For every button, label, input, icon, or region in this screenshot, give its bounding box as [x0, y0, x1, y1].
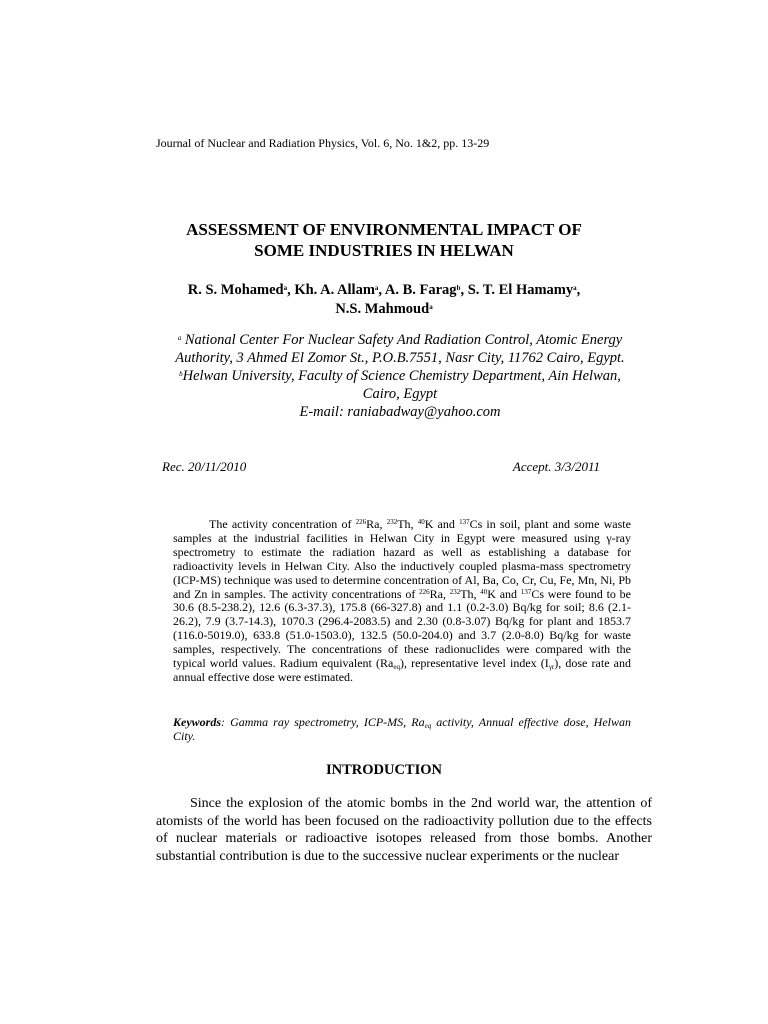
keywords: Keywords: Gamma ray spectrometry, ICP-MS, $Ra_{eq}$ activity, Annual effective dose, Helwan City. — [173, 715, 631, 743]
author-name: R. S. Mohamed — [187, 282, 284, 298]
received-date: Rec. 20/11/2010 — [162, 459, 247, 474]
author-list — [110, 281, 658, 319]
title-line-1: ASSESSMENT OF ENVIRONMENTAL IMPACT OF — [186, 220, 582, 239]
author-affiliation-mark: a — [573, 284, 577, 292]
author-name: Kh. A. Allam — [294, 282, 375, 298]
author-name: A. B. Farag — [384, 282, 457, 298]
affiliation-b-mark: b — [179, 370, 183, 378]
affiliation-a-mark: a — [177, 334, 182, 342]
affiliation-a-line-1: $^a$ National Center For Nuclear Safety And Radiation Control, Atomic Energy — [177, 332, 623, 348]
author-affiliation-mark: a — [429, 303, 433, 311]
keywords-label: Keywords — [173, 715, 221, 729]
author-line-2 — [110, 300, 658, 319]
author-affiliation-mark: a — [283, 284, 288, 292]
introduction-body — [156, 795, 652, 865]
affiliation-b-line-1: $^b$Helwan University, Faculty of Science Chemistry Department, Ain Helwan, — [179, 368, 621, 384]
author-name: N.S. Mahmoud — [335, 301, 430, 317]
author-line-1: R. S. Mohamed$^a$, Kh. A. Allam$^a$, A. B. Farag$^b$, S. T. El Hamamy$^a$, — [187, 282, 581, 298]
paper-title — [120, 219, 648, 261]
abstract-text: The activity concentration of $^{226}$Ra, $^{232}$Th, $^{40}$K and $^{137}$Cs in soil, plant and some waste samples at the industrial facilities in Helwan City in Egypt were measured using γ-ray spectrometry to estimate the radiation hazard as well as establishing a database for radioactivity levels in Helwan City. Also the inductively coupled plasma-mass spectrometry (ICP-MS) technique was used to determine concentration of Al, Ba, Co, Cr, Cu, Fe, Mn, Ni, Pb and Zn in samples. The activity concentrations of $^{226}$Ra, $^{232}$Th, $^{40}$K and $^{137}$Cs were found to be 30.6 (8.5-238.2), 12.6 (6.3-37.3), 175.8 (66-327.8) and 1.1 (0.2-3.0) Bq/kg for soil; 8.6 (2.1-26.2), 7.9 (3.7-14.3), 1070.3 (296.4-2083.5) and 2.30 (0.8-3.07) Bq/kg for plant and 1853.7 (116.0-5019.0), 633.8 (51.0-1503.0), 132.5 (50.0-204.0) and 3.7 (2.0-8.0) Bq/kg for waste samples, respectively. The concentrations of these radionuclides were compared with the typical world values. Radium equivalent $(Ra_{eq})$, representative level index $(I_{\gamma r})$, dose rate and annual effective dose were estimated. — [173, 517, 631, 684]
author-affiliation-mark: a — [374, 284, 379, 292]
title-line-2: SOME INDUSTRIES IN HELWAN — [254, 241, 514, 260]
affiliation-a-line-2: Authority, 3 Ahmed El Zomor St., P.O.B.7551, Nasr City, 11762 Cairo, Egypt. — [175, 350, 625, 366]
abstract — [173, 518, 631, 685]
journal-citation: Journal of Nuclear and Radiation Physics, Vol. 6, No. 1&2, pp. 13-29 — [156, 136, 490, 150]
affiliation-b-line-2: Cairo, Egypt — [362, 386, 438, 402]
introduction-heading: INTRODUCTION — [325, 762, 442, 778]
author-affiliation-mark: b — [456, 284, 461, 292]
accepted-date: Accept. 3/3/2011 — [512, 459, 600, 474]
contact-email: E-mail: raniabadway@yahoo.com — [299, 404, 501, 420]
affiliations — [140, 331, 660, 421]
author-name: S. T. El Hamamy — [467, 282, 574, 298]
introduction-paragraph: Since the explosion of the atomic bombs in the 2nd world war, the attention of atomists of the world has been focused on the radioactivity pollution due to the effects of nuclear materials or radioactive isotopes released from those bombs. Another substantial contribution is due to the successive nuclear experiments or the nuclear — [156, 796, 652, 864]
